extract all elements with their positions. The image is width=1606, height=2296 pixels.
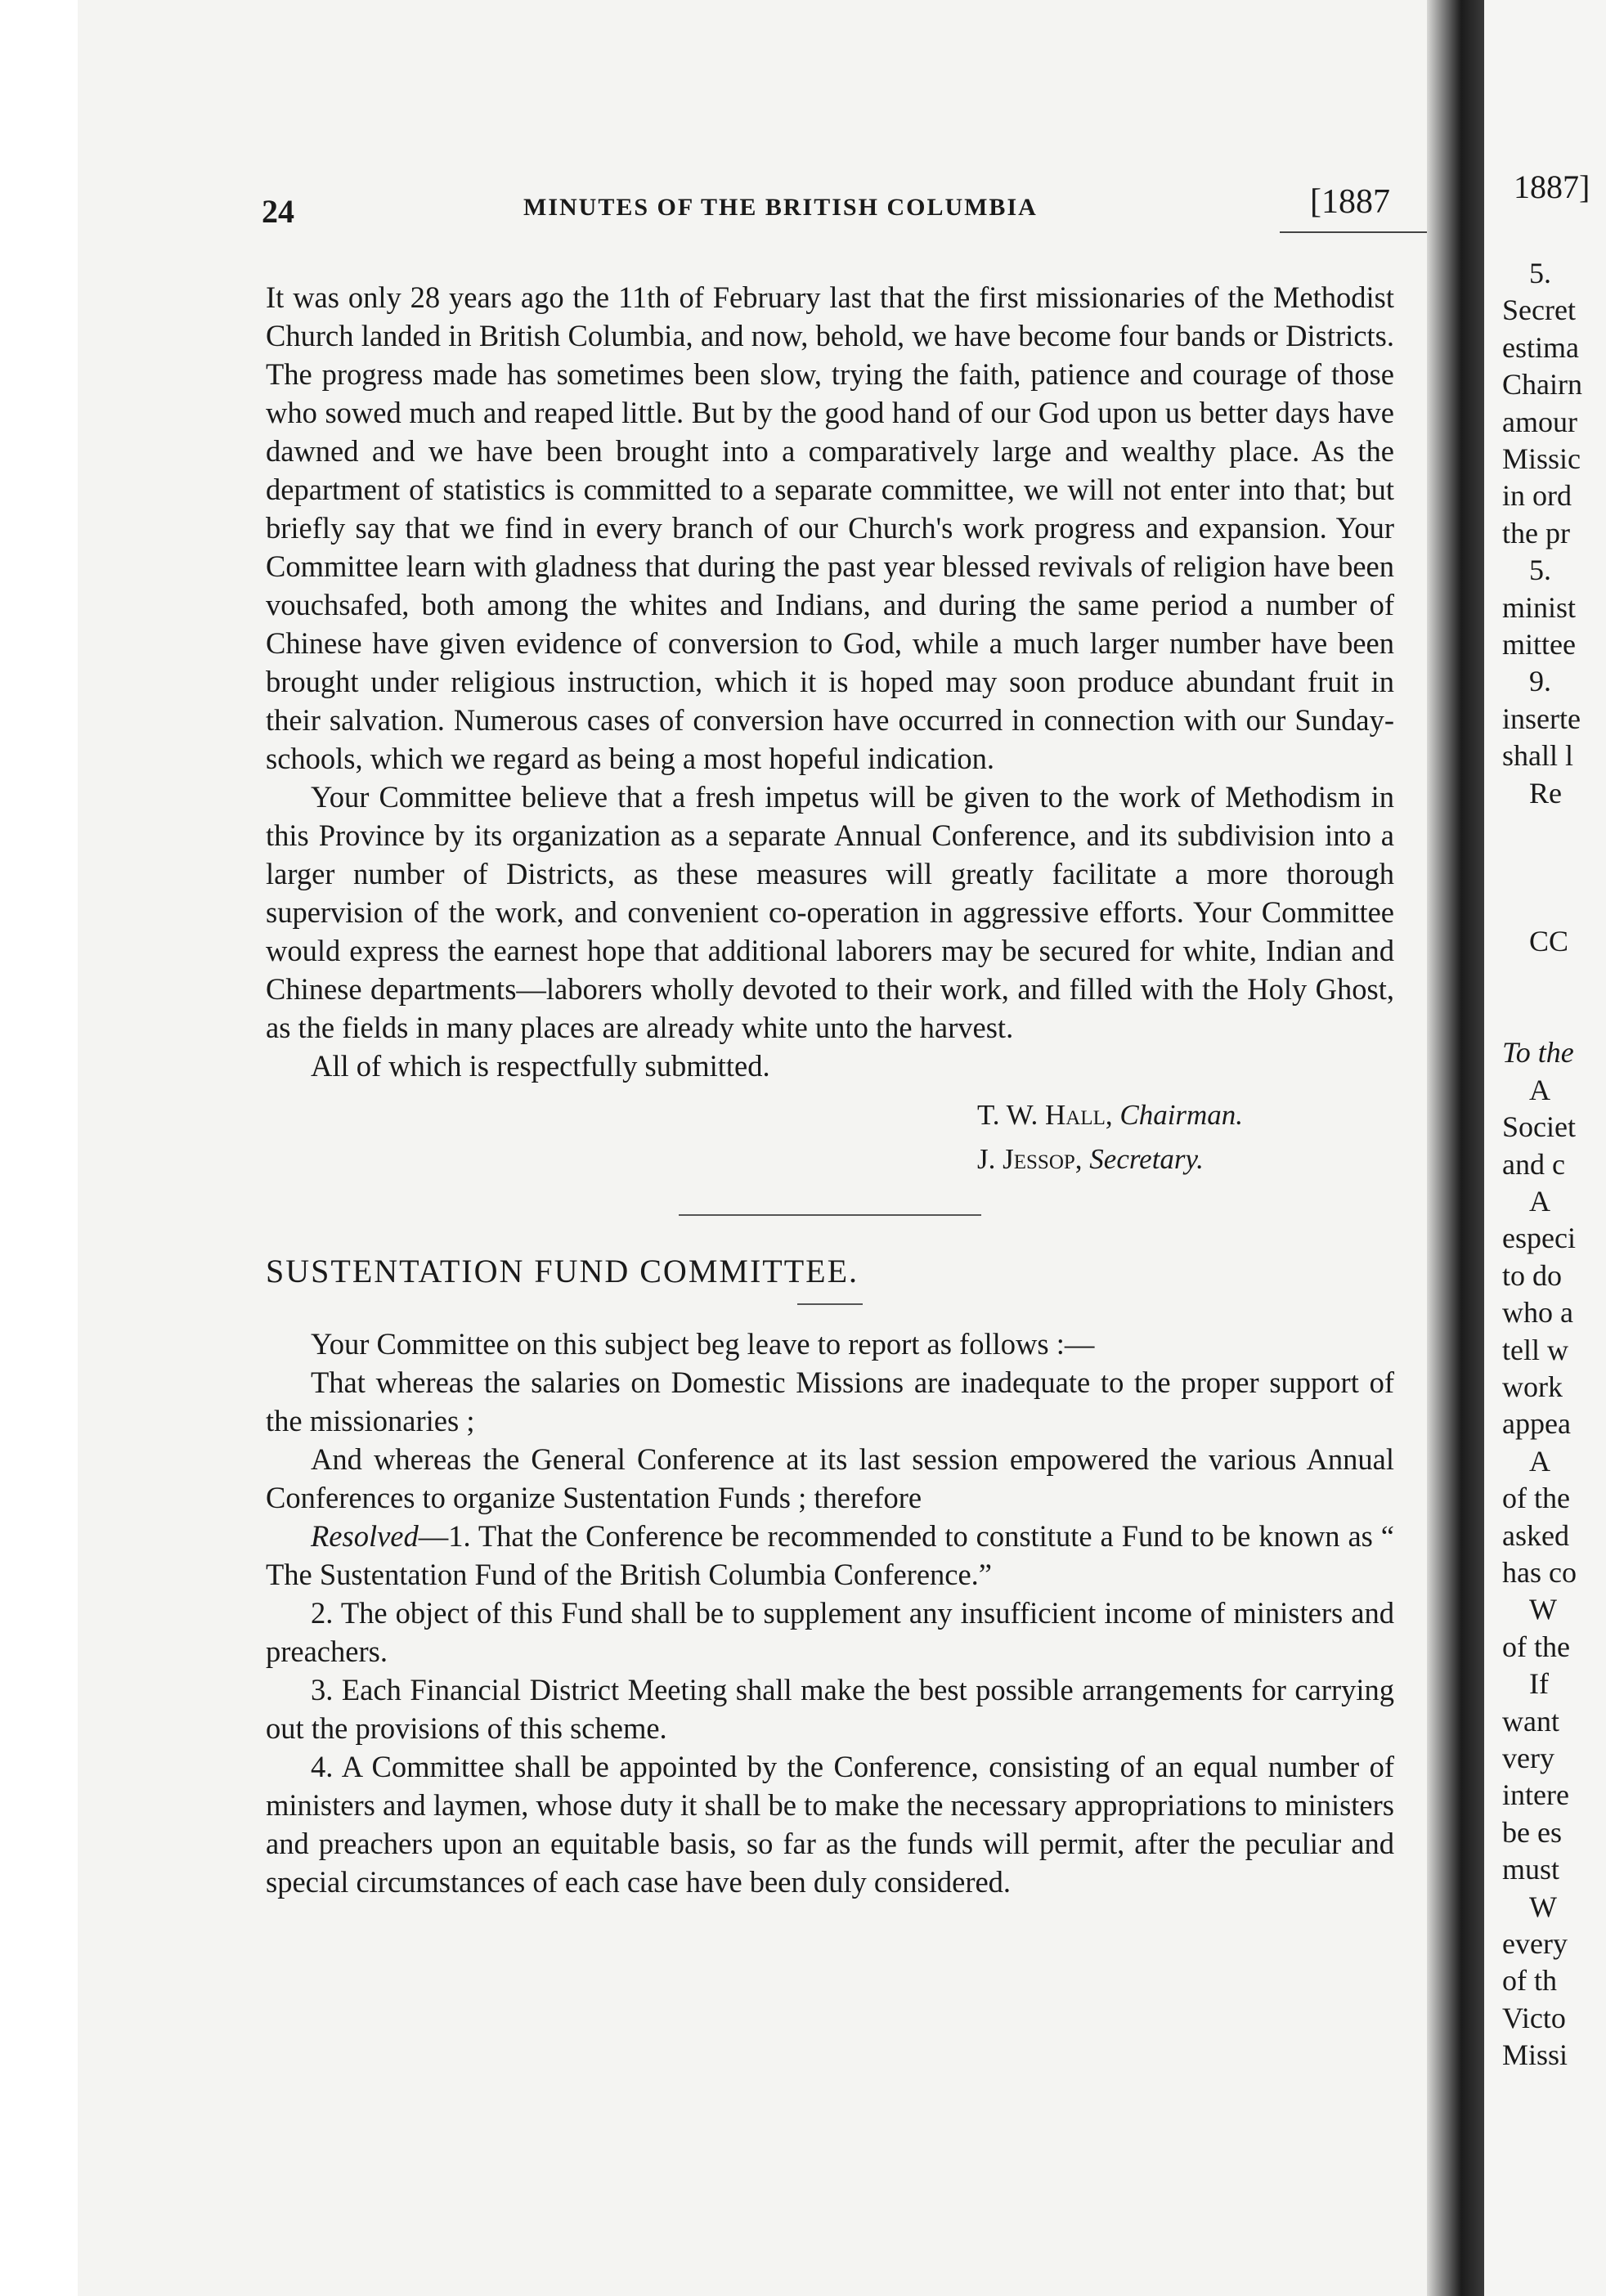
right-page-line: and c xyxy=(1502,1147,1565,1181)
right-page-line: of the xyxy=(1502,1630,1570,1663)
header-year: [1887 xyxy=(1310,183,1390,221)
right-page-line: very xyxy=(1502,1742,1554,1774)
resolved-item-3: 3. Each Financial District Meeting shall make the best possible arrangements for carrying out the provisions of this scheme. xyxy=(266,1673,1394,1745)
right-page-line: Secret xyxy=(1502,294,1576,327)
page-number: 24 xyxy=(262,193,294,230)
right-page-line: 5. xyxy=(1529,554,1551,587)
right-page-line: If xyxy=(1529,1667,1549,1701)
right-page-line: who a xyxy=(1502,1296,1573,1330)
right-page-line: A xyxy=(1529,1444,1550,1478)
right-page-line: Chairn xyxy=(1502,368,1582,401)
right-page-line: A xyxy=(1529,1185,1550,1218)
right-page-line: To the xyxy=(1502,1036,1574,1070)
right-page-line: Re xyxy=(1529,776,1562,809)
right-page-line: has co xyxy=(1502,1556,1577,1589)
resolved-label: Resolved xyxy=(311,1519,419,1553)
right-page-line: of th xyxy=(1502,1964,1557,1998)
right-page-line: want xyxy=(1502,1704,1559,1738)
paragraph-1: It was only 28 years ago the 11th of February last that the first missionaries of the Methodist Church landed in British Columbia, and now, behold, we have become four bands or Districts. The progress made has sometimes been slow, trying the faith, patience and courage of those who sowed much and reaped little. But by the good hand of our God upon us better days have dawned and we have been brought into a comparatively large and wealthy place. As the department of statistics is committed to a separate committee, we will not enter into that; but briefly say that we find in every branch of our Church's work progress and expansion. Your Committee learn with gladness that during the past year blessed revivals of religion have been vouchsafed, both among the whites and Indians, and during the same period a number of Chinese have given evidence of conversion to God, while a much larger number have been brought under religious instruction, which it is hoped may soon produce abundant fruit in their salvation. Numerous cases of conversion have occurred in connection with our Sunday-schools, which we regard as being a most hopeful indication. xyxy=(266,280,1394,775)
right-page-line: minist xyxy=(1502,590,1577,624)
right-page-line: CC xyxy=(1529,925,1569,958)
right-page-line: work xyxy=(1502,1370,1563,1403)
book-gutter xyxy=(1427,0,1484,2296)
signature-chairman xyxy=(266,1093,1394,1137)
right-page-line: inserte xyxy=(1502,702,1581,735)
right-page-line: be es xyxy=(1502,1815,1562,1849)
resolved-item-1 xyxy=(266,1517,1394,1594)
right-page-line: Missi xyxy=(1502,2038,1568,2072)
title-underline xyxy=(797,1303,863,1305)
right-page-fragment xyxy=(1484,0,1606,2296)
item-1-text: —1. That the Conference be recommended to constitute a Fund to be known as “ The Sustentation Fund of the British Columbia Conference.” xyxy=(266,1519,1394,1591)
section-divider xyxy=(679,1214,981,1216)
section-title: SUSTENTATION FUND COMMITTEE. xyxy=(266,1253,859,1289)
right-page-line: Victo xyxy=(1502,2001,1566,2034)
right-page-line: appea xyxy=(1502,1407,1571,1441)
right-page-line: intere xyxy=(1502,1778,1569,1812)
secretary-title: Secretary. xyxy=(1089,1143,1204,1175)
right-page-line: A xyxy=(1529,1073,1550,1106)
page-body xyxy=(266,278,1394,1901)
paragraph-3: All of which is respectfully submitted. xyxy=(311,1049,770,1083)
left-page xyxy=(78,0,1439,2296)
right-page-line: 9. xyxy=(1529,665,1551,698)
right-page-line: estima xyxy=(1502,330,1579,364)
paragraph-2: Your Committee believe that a fresh impetus will be given to the work of Methodism in this Province by its organization as a separate Annual Conference, and its subdivision into a larger number of Districts, as these measures will greatly facilitate a more thorough supervision of the work, and convenient co-operation in aggressive efforts. Your Committee would express the earnest hope that additional laborers may be secured for white, Indian and Chinese departments—laborers wholly devoted to their work, and filled with the Holy Ghost, as the fields in many places are already white unto the harvest. xyxy=(266,780,1394,1044)
right-page-year: 1887] xyxy=(1514,168,1590,205)
right-page-line: amour xyxy=(1502,405,1577,438)
right-page-line: Missic xyxy=(1502,442,1581,475)
signature-secretary xyxy=(266,1137,1394,1182)
secretary-name: J. Jessop, xyxy=(977,1143,1083,1175)
right-page-line: tell w xyxy=(1502,1333,1568,1366)
right-page-line: the pr xyxy=(1502,516,1570,549)
whereas-1: That whereas the salaries on Domestic Missions are inadequate to the proper support of the missionaries ; xyxy=(266,1365,1394,1437)
right-page-line: asked xyxy=(1502,1518,1569,1552)
right-page-line: W xyxy=(1529,1593,1557,1626)
right-page-line: of the xyxy=(1502,1482,1570,1515)
resolved-item-2: 2. The object of this Fund shall be to supplement any insufficient income of ministers and preachers. xyxy=(266,1596,1394,1668)
resolved-item-4: 4. A Committee shall be appointed by the Conference, consisting of an equal number of ministers and laymen, whose duty it shall be to make the necessary appropriations to ministers and preachers upon an equitable basis, so far as the funds will permit, after the peculiar and special circumstances of each case have been duly considered. xyxy=(266,1750,1394,1899)
right-page-line: must xyxy=(1502,1853,1560,1886)
section-intro: Your Committee on this subject beg leave to report as follows :— xyxy=(311,1327,1095,1361)
right-page-line: especi xyxy=(1502,1222,1576,1255)
page-header xyxy=(262,182,1390,240)
chairman-title: Chairman. xyxy=(1119,1099,1244,1131)
running-title: MINUTES OF THE BRITISH COLUMBIA xyxy=(523,194,1038,221)
right-page-line: every xyxy=(1502,1927,1568,1960)
chairman-name: T. W. Hall, xyxy=(977,1099,1113,1131)
right-page-line: mittee xyxy=(1502,628,1576,661)
right-page-line: 5. xyxy=(1529,257,1551,289)
right-page-line: to do xyxy=(1502,1258,1563,1292)
right-page-line: in ord xyxy=(1502,479,1572,513)
right-page-line: Societ xyxy=(1502,1110,1576,1144)
right-page-line: W xyxy=(1529,1890,1557,1923)
right-page-line: shall l xyxy=(1502,739,1573,773)
whereas-2: And whereas the General Conference at its last session empowered the various Annual Conferences to organize Sustentation Funds ; therefore xyxy=(266,1442,1394,1514)
